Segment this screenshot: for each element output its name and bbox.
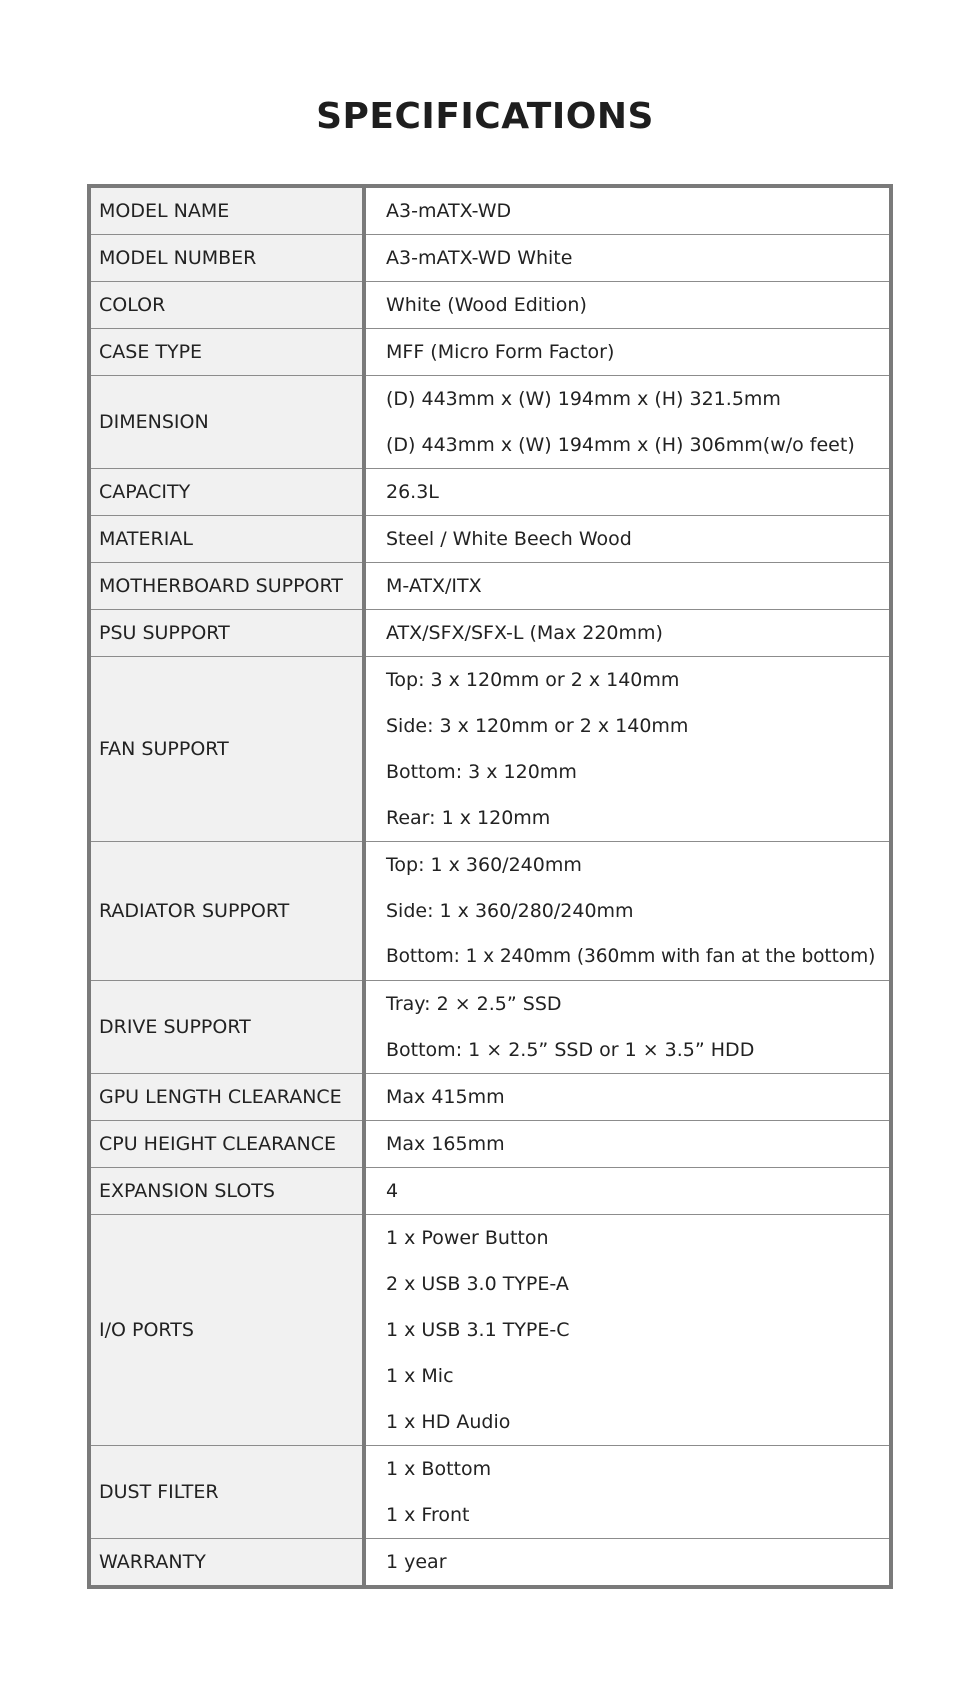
spec-value-line: 26.3L [386, 481, 439, 503]
spec-row [89, 1121, 891, 1168]
spec-table-body [89, 186, 891, 1587]
spec-value-line: 1 x Mic [386, 1365, 454, 1387]
spec-value [364, 563, 891, 610]
spec-value [364, 516, 891, 563]
spec-value [364, 1446, 891, 1539]
spec-value [364, 469, 891, 516]
spec-row [89, 1215, 891, 1446]
spec-label: CPU HEIGHT CLEARANCE [89, 1121, 364, 1168]
spec-value [364, 329, 891, 376]
spec-label: DRIVE SUPPORT [89, 981, 364, 1074]
spec-value-line: 4 [386, 1180, 399, 1202]
spec-label: FAN SUPPORT [89, 657, 364, 842]
spec-row [89, 469, 891, 516]
spec-value-line: Max 165mm [386, 1133, 505, 1155]
spec-value-line: 1 x Bottom [386, 1458, 492, 1480]
spec-row [89, 657, 891, 842]
spec-label: I/O PORTS [89, 1215, 364, 1446]
spec-label: MOTHERBOARD SUPPORT [89, 563, 364, 610]
spec-label: DUST FILTER [89, 1446, 364, 1539]
spec-value [364, 842, 891, 981]
spec-value-line: 2 x USB 3.0 TYPE-A [386, 1273, 569, 1295]
spec-value-line: M-ATX/ITX [386, 575, 482, 597]
spec-row [89, 376, 891, 469]
spec-label: COLOR [89, 282, 364, 329]
spec-row [89, 282, 891, 329]
spec-value-line: 1 x HD Audio [386, 1411, 511, 1433]
spec-value [364, 376, 891, 469]
spec-value-line: 1 year [386, 1551, 447, 1573]
spec-label: RADIATOR SUPPORT [89, 842, 364, 981]
spec-row [89, 842, 891, 981]
spec-label: PSU SUPPORT [89, 610, 364, 657]
page-title: SPECIFICATIONS [316, 96, 654, 137]
spec-value-line: Top: 1 x 360/240mm [386, 854, 582, 876]
spec-value-line: 1 x Front [386, 1504, 470, 1526]
spec-value-line: A3-mATX-WD [386, 200, 512, 222]
spec-value [364, 186, 891, 235]
spec-label: GPU LENGTH CLEARANCE [89, 1074, 364, 1121]
spec-value-line: 1 x USB 3.1 TYPE-C [386, 1319, 570, 1341]
spec-row [89, 516, 891, 563]
spec-label: MODEL NUMBER [89, 235, 364, 282]
spec-label: CASE TYPE [89, 329, 364, 376]
spec-label: EXPANSION SLOTS [89, 1168, 364, 1215]
spec-value-line: Bottom: 1 x 240mm (360mm with fan at the bottom) [386, 946, 876, 967]
spec-row [89, 1074, 891, 1121]
spec-label: CAPACITY [89, 469, 364, 516]
spec-value [364, 1121, 891, 1168]
spec-row [89, 563, 891, 610]
spec-value-line: Steel / White Beech Wood [386, 528, 632, 550]
spec-value [364, 1168, 891, 1215]
spec-row [89, 981, 891, 1074]
spec-value-line: ATX/SFX/SFX-L (Max 220mm) [386, 622, 663, 644]
spec-table [87, 184, 893, 1589]
spec-value-line: Top: 3 x 120mm or 2 x 140mm [386, 669, 680, 691]
spec-value-line: Tray: 2 × 2.5” SSD [386, 993, 562, 1015]
spec-label: WARRANTY [89, 1539, 364, 1588]
spec-row [89, 1539, 891, 1588]
spec-value [364, 981, 891, 1074]
spec-value [364, 1539, 891, 1588]
spec-value-line: Side: 3 x 120mm or 2 x 140mm [386, 715, 689, 737]
spec-value-line: (D) 443mm x (W) 194mm x (H) 306mm(w/o feet) [386, 434, 855, 456]
spec-row [89, 1446, 891, 1539]
spec-row [89, 235, 891, 282]
spec-value-line: A3-mATX-WD White [386, 247, 573, 269]
spec-value [364, 657, 891, 842]
spec-value [364, 282, 891, 329]
spec-row [89, 1168, 891, 1215]
spec-value-line: Bottom: 1 × 2.5” SSD or 1 × 3.5” HDD [386, 1039, 755, 1061]
spec-value [364, 235, 891, 282]
spec-row [89, 329, 891, 376]
spec-label: DIMENSION [89, 376, 364, 469]
spec-row [89, 610, 891, 657]
spec-value [364, 1215, 891, 1446]
spec-row [89, 186, 891, 235]
spec-label: MATERIAL [89, 516, 364, 563]
spec-value [364, 610, 891, 657]
spec-value-line: (D) 443mm x (W) 194mm x (H) 321.5mm [386, 388, 781, 410]
spec-value-line: Max 415mm [386, 1086, 505, 1108]
spec-value-line: Bottom: 3 x 120mm [386, 761, 577, 783]
spec-label: MODEL NAME [89, 186, 364, 235]
spec-value-line: MFF (Micro Form Factor) [386, 341, 615, 363]
spec-value-line: Rear: 1 x 120mm [386, 807, 551, 829]
spec-value-line: 1 x Power Button [386, 1227, 549, 1249]
spec-value [364, 1074, 891, 1121]
spec-value-line: White (Wood Edition) [386, 294, 587, 316]
spec-value-line: Side: 1 x 360/280/240mm [386, 900, 634, 922]
